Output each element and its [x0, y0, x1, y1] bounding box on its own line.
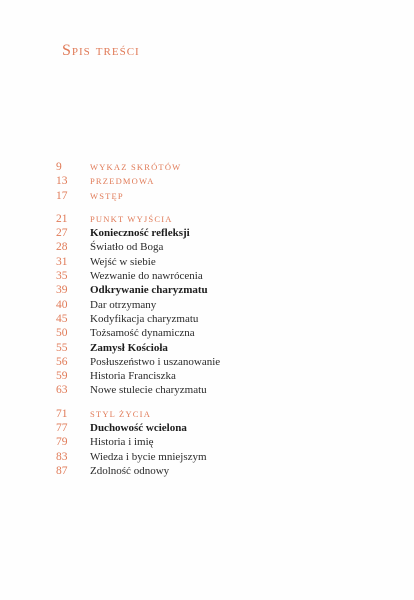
toc-section-label: PRZEDMOWA [90, 176, 155, 187]
toc-entry-row [56, 226, 356, 240]
toc-entry-label: Historia i imię [90, 436, 154, 449]
toc-page-number: 83 [56, 450, 68, 463]
toc-section-label: WYKAZ SKRÓTÓW [90, 162, 182, 172]
toc-page-number: 17 [56, 189, 68, 202]
toc-page-number: 13 [56, 175, 68, 188]
toc-entry-label: Tożsamość dynamiczna [90, 327, 195, 340]
toc-entry-label: Wiedza i bycie mniejszym [90, 450, 207, 463]
page-title: Spis treści [62, 42, 140, 59]
toc-entry-label: Odkrywanie charyzmatu [90, 284, 208, 297]
toc-entry-row [56, 269, 356, 283]
toc-page-number: 77 [56, 422, 68, 435]
toc-entry-label: Wejść w siebie [90, 255, 156, 268]
toc-page-number: 45 [56, 312, 68, 325]
toc-page-number: 87 [56, 464, 68, 477]
toc-entry-row [56, 283, 356, 297]
toc-entry-row [56, 240, 356, 254]
toc-entry-label: Światło od Boga [90, 241, 164, 254]
toc-entry-row [56, 464, 356, 478]
toc-entry-label: Historia Franciszka [90, 370, 176, 383]
toc-page-number: 56 [56, 355, 68, 368]
toc-section-row [56, 212, 356, 226]
toc-section-row [56, 174, 356, 188]
toc-entry-row [56, 435, 356, 449]
toc-page-number: 55 [56, 341, 68, 354]
toc-page-number: 28 [56, 241, 68, 254]
toc-section-label: PUNKT WYJŚCIA [90, 213, 173, 224]
toc-page-number: 31 [56, 255, 68, 268]
toc-page-number: 71 [56, 407, 68, 420]
toc-entry-label: Posłuszeństwo i uszanowanie [90, 355, 221, 368]
toc-entry-row [56, 341, 356, 355]
toc-entry-label: Konieczność refleksji [90, 227, 190, 240]
toc-entry-row [56, 369, 356, 383]
toc-page-number: 27 [56, 227, 68, 240]
toc-group [56, 160, 356, 203]
toc-page-number: 59 [56, 370, 68, 383]
toc-entry-label: Dar otrzymany [90, 298, 157, 311]
toc-section-row [56, 160, 356, 174]
toc-page-number: 50 [56, 327, 68, 340]
toc-group [56, 212, 356, 398]
toc-page-number: 40 [56, 298, 68, 311]
toc-entry-row [56, 312, 356, 326]
toc-page-number: 35 [56, 270, 68, 283]
toc-entry-label: Nowe stulecie charyzmatu [90, 384, 207, 397]
table-of-contents [56, 160, 356, 487]
toc-entry-label: Wezwanie do nawrócenia [90, 270, 203, 283]
toc-entry-row [56, 255, 356, 269]
toc-entry-label: Kodyfikacja charyzmatu [90, 312, 199, 325]
toc-entry-row [56, 326, 356, 340]
toc-entry-row [56, 298, 356, 312]
toc-section-row [56, 407, 356, 421]
toc-page-number: 39 [56, 284, 68, 297]
toc-entry-label: Zamysł Kościoła [90, 341, 168, 354]
toc-page-number: 9 [56, 161, 62, 173]
toc-page-number: 63 [56, 384, 68, 397]
toc-entry-label: Zdolność odnowy [90, 464, 170, 477]
toc-section-label: STYL ŻYCIA [90, 408, 152, 419]
toc-section-row [56, 189, 356, 203]
toc-entry-row [56, 383, 356, 397]
toc-entry-label: Duchowość wcielona [90, 422, 187, 435]
toc-section-label: WSTĘP [90, 190, 124, 201]
toc-entry-row [56, 421, 356, 435]
toc-entry-row [56, 450, 356, 464]
toc-page-number: 79 [56, 436, 68, 449]
toc-page-number: 21 [56, 212, 68, 225]
toc-group [56, 407, 356, 478]
toc-entry-row [56, 355, 356, 369]
